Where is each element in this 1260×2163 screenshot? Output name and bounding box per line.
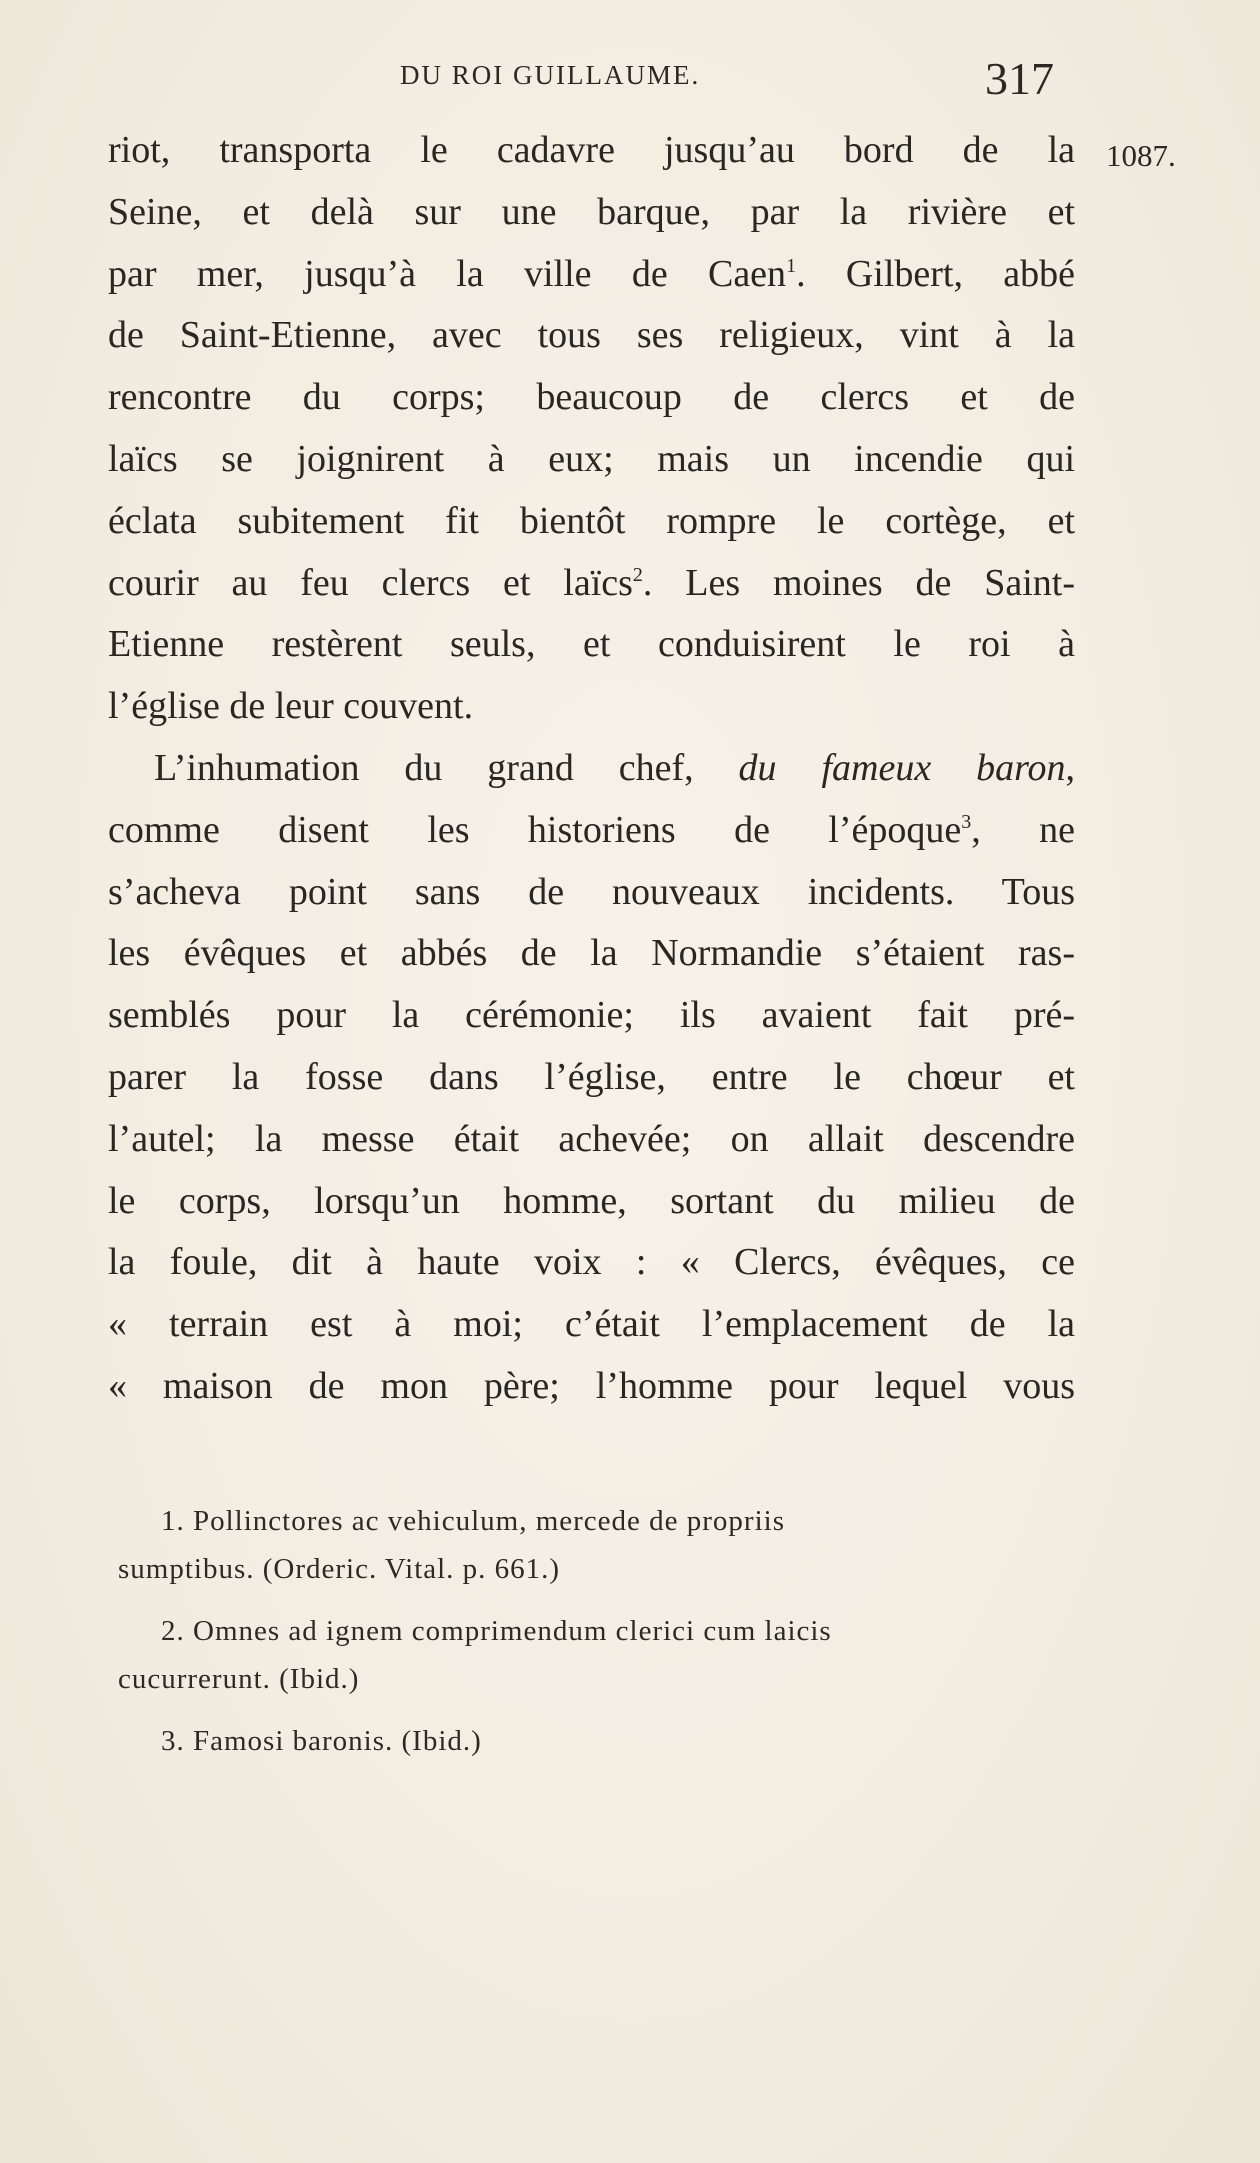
footnote-3 xyxy=(118,1717,1073,1765)
text-line: L’inhumation du grand chef, du fameux baron, xyxy=(154,746,1075,789)
text-line: comme disent les historiens de l’époque$^3$, ne xyxy=(108,808,1075,851)
footnote-1 xyxy=(118,1497,1073,1593)
text-line: « terrain est à moi; c’était l’emplacement de la xyxy=(108,1303,1075,1346)
footnote-line: cucurrerunt. (Ibid.) xyxy=(118,1663,360,1695)
margin-year-note: 1087. xyxy=(1106,138,1176,173)
footnote-line: 3. Famosi baronis. (Ibid.) xyxy=(161,1725,482,1757)
text-line: semblés pour la cérémonie; ils avaient fait pré- xyxy=(108,994,1075,1037)
text-line: s’acheva point sans de nouveaux incidents. Tous xyxy=(108,870,1075,913)
text-line: l’église de leur couvent. xyxy=(108,685,474,728)
text-line: de Saint-Etienne, avec tous ses religieux, vint à la xyxy=(108,314,1075,357)
footnote-line: 1. Pollinctores ac vehiculum, mercede de propriis xyxy=(161,1505,785,1537)
footnote-ref: 2 xyxy=(632,563,643,586)
text-line: laïcs se joignirent à eux; mais un incendie qui xyxy=(108,437,1075,480)
main-text xyxy=(108,120,1075,1418)
footnote-ref: 1 xyxy=(786,254,797,277)
text-line: rencontre du corps; beaucoup de clercs et de xyxy=(108,376,1075,419)
footnote-marker: 1. xyxy=(161,1505,185,1537)
footnote-2 xyxy=(118,1607,1073,1703)
page-number: 317 xyxy=(985,53,1054,104)
footnote-line: 2. Omnes ad ignem comprimendum clerici cum laicis xyxy=(161,1615,832,1647)
footnotes xyxy=(118,1497,1073,1765)
footnote-line: sumptibus. (Orderic. Vital. p. 661.) xyxy=(118,1553,561,1585)
text-line: la foule, dit à haute voix : « Clercs, évêques, ce xyxy=(108,1241,1075,1284)
text-line: l’autel; la messe était achevée; on allait descendre xyxy=(108,1117,1075,1160)
text-line: par mer, jusqu’à la ville de Caen$^1$. Gilbert, abbé xyxy=(108,252,1075,295)
footnote-marker: 2. xyxy=(161,1615,185,1647)
text-line: le corps, lorsqu’un homme, sortant du milieu de xyxy=(108,1179,1075,1222)
running-title: DU ROI GUILLAUME. xyxy=(400,60,701,90)
text-line: courir au feu clercs et laïcs$^2$. Les moines de Saint- xyxy=(108,561,1075,604)
footnote-marker: 3. xyxy=(161,1725,185,1757)
italic-phrase: du fameux baron xyxy=(738,746,1066,789)
text-line: Etienne restèrent seuls, et conduisirent le roi à xyxy=(108,623,1075,666)
text-line: les évêques et abbés de la Normandie s’étaient ras- xyxy=(108,932,1075,975)
text-line: Seine, et delà sur une barque, par la rivière et xyxy=(108,190,1075,233)
text-line: parer la fosse dans l’église, entre le chœur et xyxy=(108,1055,1075,1098)
text-line: riot, transporta le cadavre jusqu’au bord de la xyxy=(108,129,1075,171)
text-line: « maison de mon père; l’homme pour lequel vous xyxy=(108,1364,1075,1407)
text-line: éclata subitement fit bientôt rompre le cortège, et xyxy=(108,499,1075,542)
footnote-ref: 3 xyxy=(961,810,972,833)
